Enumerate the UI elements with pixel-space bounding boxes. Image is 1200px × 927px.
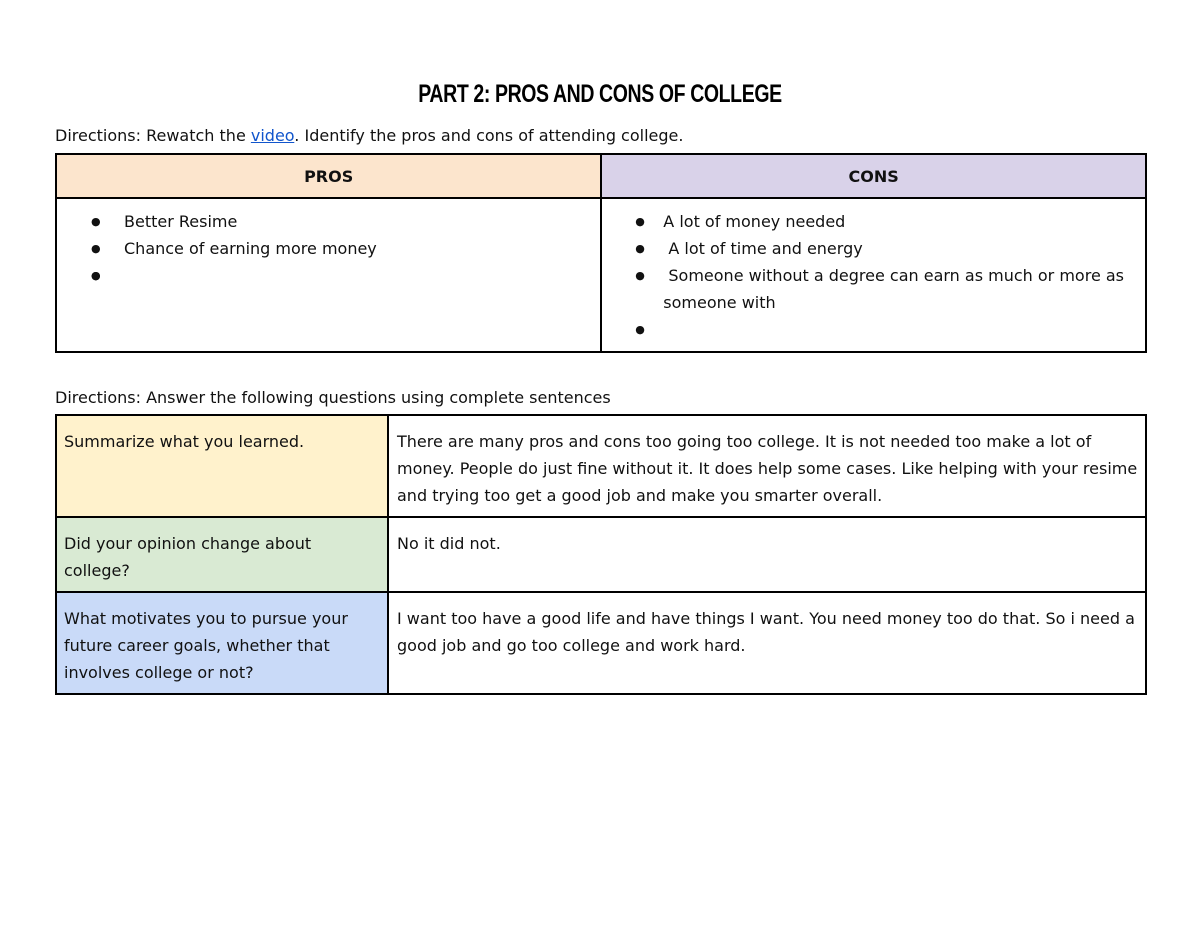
list-item <box>57 235 600 262</box>
pros-cons-header-row <box>56 154 1146 198</box>
pros-cons-table <box>55 153 1147 353</box>
pros-list <box>57 208 600 262</box>
directions-questions: Directions: Answer the following questions using complete sentences <box>55 388 611 407</box>
page-title: PART 2: PROS AND CONS OF COLLEGE <box>418 80 782 108</box>
list-item <box>602 262 1145 316</box>
answer-cell[interactable]: I want too have a good life and have things I want. You need money too do that. So i need a good job and go too college and work hard. <box>388 592 1146 694</box>
question-cell: Summarize what you learned. <box>56 415 388 517</box>
cons-item-text: A lot of time and energy <box>663 239 863 258</box>
cons-cell[interactable] <box>601 198 1146 352</box>
directions-pros-cons <box>55 126 683 145</box>
table-row <box>56 592 1146 694</box>
pros-cell[interactable] <box>56 198 601 352</box>
directions-prefix: Directions: Rewatch the <box>55 126 251 145</box>
question-cell: Did your opinion change about college? <box>56 517 388 592</box>
table-row <box>56 415 1146 517</box>
answer-cell[interactable]: There are many pros and cons too going too college. It is not needed too make a lot of money. People do just fine without it. It does help some cases. Like helping with your resime and trying too get a good job and make you smarter overall. <box>388 415 1146 517</box>
answer-cell[interactable]: No it did not. <box>388 517 1146 592</box>
list-item <box>602 235 1145 262</box>
directions-suffix: . Identify the pros and cons of attending college. <box>294 126 684 145</box>
question-cell: What motivates you to pursue your future career goals, whether that involves college or not? <box>56 592 388 694</box>
table-row <box>56 517 1146 592</box>
pros-item-text: Chance of earning more money <box>124 239 377 258</box>
list-item <box>602 208 1145 235</box>
list-item <box>57 208 600 235</box>
pros-cons-body-row <box>56 198 1146 352</box>
cons-list <box>602 208 1145 316</box>
cons-item-text: Someone without a degree can earn as much or more as someone with <box>663 266 1130 312</box>
pros-item-text: Better Resime <box>124 212 238 231</box>
video-link[interactable]: video <box>250 126 295 145</box>
pros-header: PROS <box>56 154 601 198</box>
questions-table <box>55 414 1147 695</box>
cons-item-text: A lot of money needed <box>663 212 846 231</box>
cons-header: CONS <box>601 154 1146 198</box>
